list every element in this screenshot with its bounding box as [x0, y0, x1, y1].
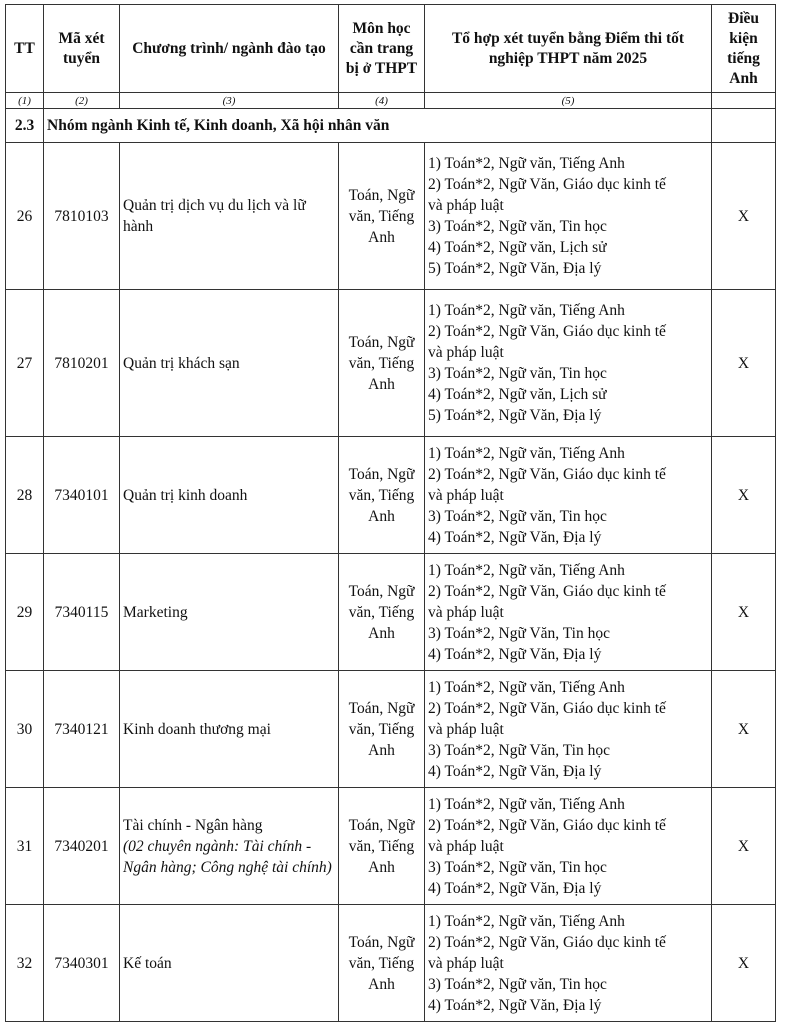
row-program-cell [120, 671, 339, 788]
row-subjects: Toán, Ngữ văn, Tiếng Anh [339, 143, 425, 290]
row-english: X [712, 905, 776, 1022]
row-combos [425, 905, 712, 1022]
row-program: Kinh doanh thương mại [123, 720, 271, 738]
combo-line: 1) Toán*2, Ngữ văn, Tiếng Anh [428, 795, 625, 813]
row-combos [425, 143, 712, 290]
row-subjects: Toán, Ngữ văn, Tiếng Anh [339, 788, 425, 905]
combo-line: và pháp luật [428, 344, 504, 361]
combo-line: và pháp luật [428, 837, 504, 855]
row-tt: 29 [6, 554, 44, 671]
combo-line: và pháp luật [428, 720, 504, 738]
row-tt: 32 [6, 905, 44, 1022]
row-program: Kế toán [123, 954, 172, 972]
row-program-cell [120, 788, 339, 905]
row-combos [425, 554, 712, 671]
combo-line: 4) Toán*2, Ngữ Văn, Địa lý [428, 879, 602, 897]
combo-line: 3) Toán*2, Ngữ văn, Tin học [428, 218, 607, 235]
row-program: Quản trị kinh doanh [123, 486, 248, 504]
group-title: Nhóm ngành Kinh tế, Kinh doanh, Xã hội nhân văn [44, 109, 712, 143]
admission-table [5, 4, 776, 1022]
row-code: 7340101 [44, 437, 120, 554]
row-combos [425, 290, 712, 437]
combo-line: 4) Toán*2, Ngữ văn, Lịch sử [428, 239, 607, 256]
row-tt: 31 [6, 788, 44, 905]
table-row [6, 290, 776, 437]
row-code: 7810201 [44, 290, 120, 437]
table-row [6, 671, 776, 788]
row-program: Tài chính - Ngân hàng [123, 816, 263, 834]
row-tt: 27 [6, 290, 44, 437]
row-subjects: Toán, Ngữ văn, Tiếng Anh [339, 554, 425, 671]
row-program-cell [120, 437, 339, 554]
row-program-note: (02 chuyên ngành: Tài chính - Ngân hàng; Công nghệ tài chính) [123, 837, 332, 876]
combo-line: 2) Toán*2, Ngữ Văn, Giáo dục kinh tế [428, 465, 666, 483]
row-program-cell [120, 905, 339, 1022]
row-code: 7810103 [44, 143, 120, 290]
row-english: X [712, 554, 776, 671]
combo-line: 1) Toán*2, Ngữ văn, Tiếng Anh [428, 561, 625, 579]
header-combos: Tổ hợp xét tuyển bằng Điểm thi tốt nghiệp THPT năm 2025 [425, 5, 712, 93]
row-program: Marketing [123, 603, 188, 621]
combo-line: và pháp luật [428, 486, 504, 504]
column-number: (2) [44, 93, 120, 109]
combo-line: 3) Toán*2, Ngữ Văn, Tin học [428, 741, 610, 759]
row-subjects: Toán, Ngữ văn, Tiếng Anh [339, 437, 425, 554]
combo-line: 4) Toán*2, Ngữ Văn, Địa lý [428, 762, 602, 780]
column-number: (5) [425, 93, 712, 109]
combo-line: 3) Toán*2, Ngữ văn, Tin học [428, 975, 607, 993]
combo-line: 1) Toán*2, Ngữ văn, Tiếng Anh [428, 678, 625, 696]
combo-line: 1) Toán*2, Ngữ văn, Tiếng Anh [428, 302, 625, 319]
combo-line: 3) Toán*2, Ngữ văn, Tin học [428, 507, 607, 525]
row-english: X [712, 671, 776, 788]
row-program: Quản trị dịch vụ du lịch và lữ hành [123, 197, 306, 235]
header-code: Mã xét tuyển [44, 5, 120, 93]
combo-line: 4) Toán*2, Ngữ Văn, Địa lý [428, 645, 602, 663]
row-subjects: Toán, Ngữ văn, Tiếng Anh [339, 905, 425, 1022]
row-english: X [712, 788, 776, 905]
combo-line: 5) Toán*2, Ngữ Văn, Địa lý [428, 407, 602, 424]
combo-line: 2) Toán*2, Ngữ Văn, Giáo dục kinh tế [428, 816, 666, 834]
table-row [6, 437, 776, 554]
combo-line: 2) Toán*2, Ngữ Văn, Giáo dục kinh tế [428, 323, 666, 340]
column-number-row [6, 93, 776, 109]
group-empty [712, 109, 776, 143]
row-english: X [712, 143, 776, 290]
row-code: 7340201 [44, 788, 120, 905]
table-row [6, 143, 776, 290]
row-tt: 30 [6, 671, 44, 788]
header-program: Chương trình/ ngành đào tạo [120, 5, 339, 93]
row-program-cell [120, 290, 339, 437]
column-number-empty [712, 93, 776, 109]
header-subjects: Môn học cần trang bị ở THPT [339, 5, 425, 93]
row-tt: 28 [6, 437, 44, 554]
combo-line: 5) Toán*2, Ngữ Văn, Địa lý [428, 260, 602, 277]
table-row [6, 554, 776, 671]
row-tt: 26 [6, 143, 44, 290]
row-program-cell [120, 554, 339, 671]
row-program: Quản trị khách sạn [123, 354, 240, 372]
row-subjects: Toán, Ngữ văn, Tiếng Anh [339, 290, 425, 437]
row-code: 7340115 [44, 554, 120, 671]
group-row [6, 109, 776, 143]
combo-line: 4) Toán*2, Ngữ Văn, Địa lý [428, 528, 602, 546]
row-code: 7340301 [44, 905, 120, 1022]
combo-line: 3) Toán*2, Ngữ Văn, Tin học [428, 624, 610, 642]
header-row [6, 5, 776, 93]
combo-line: 4) Toán*2, Ngữ Văn, Địa lý [428, 996, 602, 1014]
row-combos [425, 437, 712, 554]
combo-line: 2) Toán*2, Ngữ Văn, Giáo dục kinh tế [428, 933, 666, 951]
combo-line: 4) Toán*2, Ngữ văn, Lịch sử [428, 386, 607, 403]
combo-line: 1) Toán*2, Ngữ văn, Tiếng Anh [428, 155, 625, 172]
row-english: X [712, 290, 776, 437]
table-row [6, 905, 776, 1022]
group-number: 2.3 [6, 109, 44, 143]
column-number: (4) [339, 93, 425, 109]
combo-line: và pháp luật [428, 197, 504, 214]
column-number: (1) [6, 93, 44, 109]
header-english: Điều kiện tiếng Anh [712, 5, 776, 93]
row-combos [425, 671, 712, 788]
combo-line: 2) Toán*2, Ngữ Văn, Giáo dục kinh tế [428, 176, 666, 193]
header-tt: TT [6, 5, 44, 93]
row-english: X [712, 437, 776, 554]
row-code: 7340121 [44, 671, 120, 788]
row-program-cell [120, 143, 339, 290]
combo-line: 2) Toán*2, Ngữ Văn, Giáo dục kinh tế [428, 699, 666, 717]
combo-line: và pháp luật [428, 954, 504, 972]
row-combos [425, 788, 712, 905]
combo-line: 1) Toán*2, Ngữ văn, Tiếng Anh [428, 912, 625, 930]
combo-line: 3) Toán*2, Ngữ văn, Tin học [428, 858, 607, 876]
combo-line: 3) Toán*2, Ngữ văn, Tin học [428, 365, 607, 382]
column-number: (3) [120, 93, 339, 109]
row-subjects: Toán, Ngữ văn, Tiếng Anh [339, 671, 425, 788]
combo-line: 1) Toán*2, Ngữ văn, Tiếng Anh [428, 444, 625, 462]
combo-line: 2) Toán*2, Ngữ Văn, Giáo dục kinh tế [428, 582, 666, 600]
combo-line: và pháp luật [428, 603, 504, 621]
table-row [6, 788, 776, 905]
